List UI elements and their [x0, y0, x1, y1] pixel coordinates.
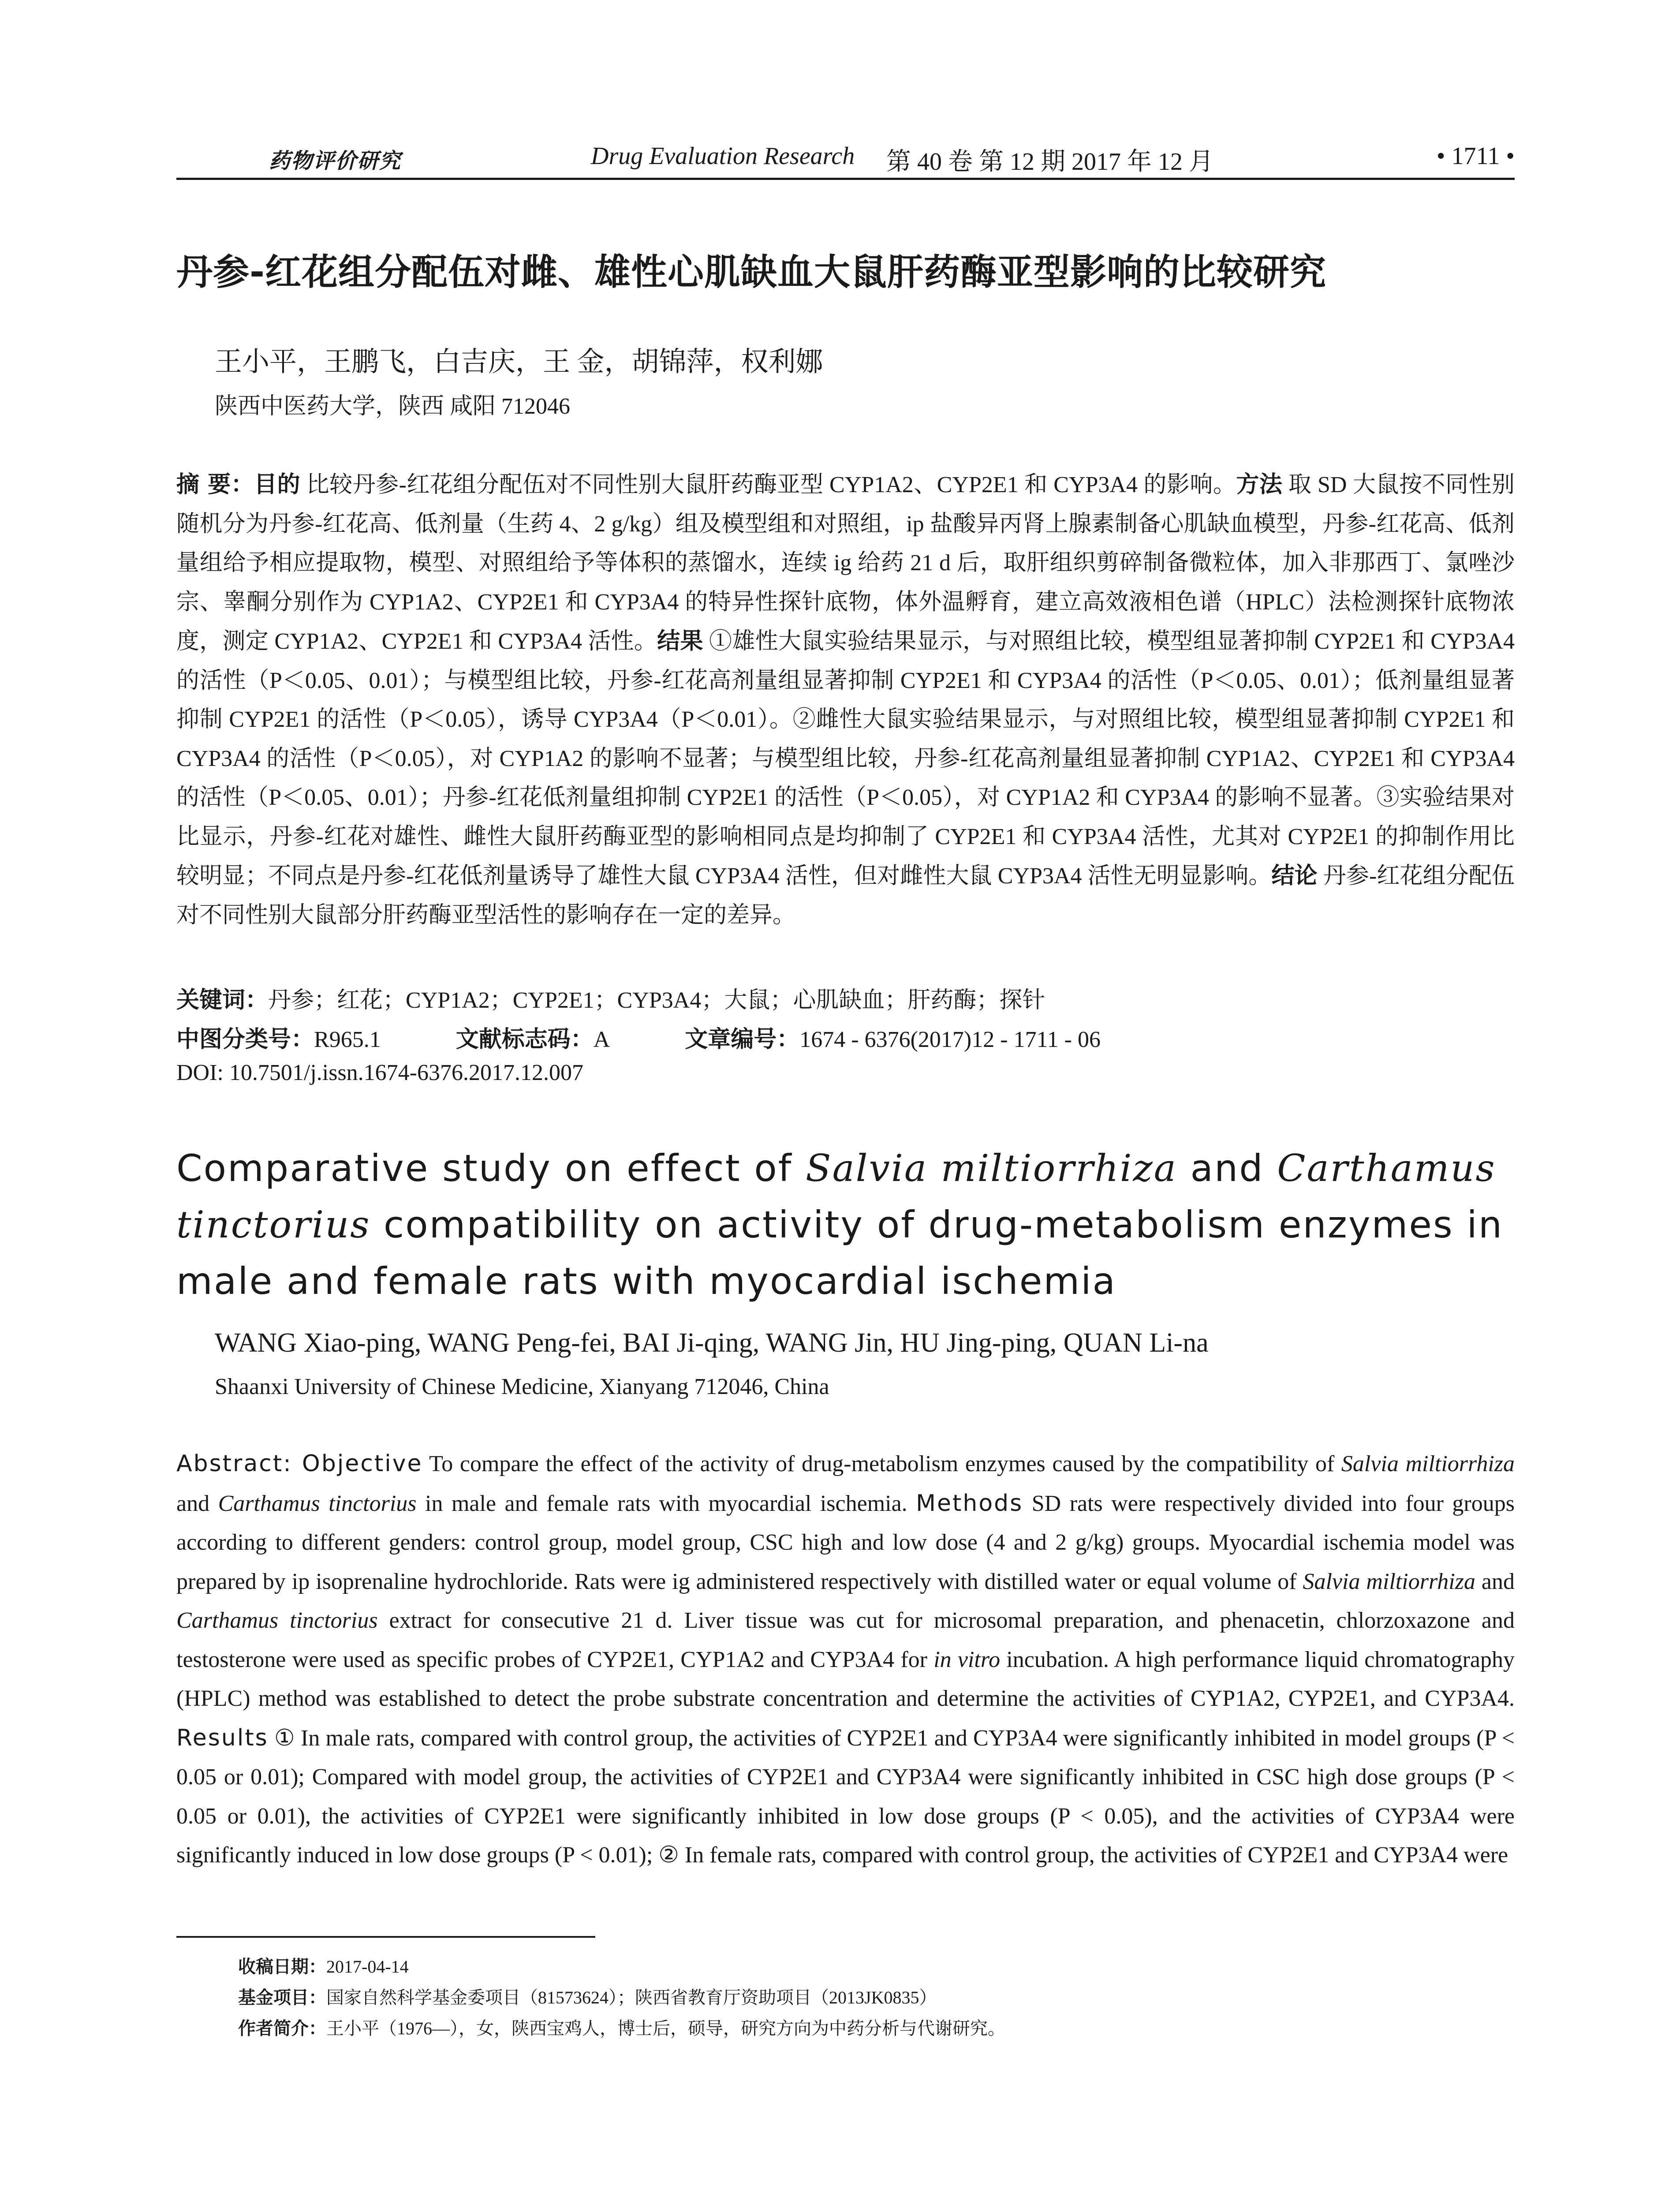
- abstract-cn-label: 摘 要：: [176, 471, 254, 498]
- results-label: Results: [176, 1724, 269, 1751]
- keywords-text: 丹参；红花；CYP1A2；CYP2E1；CYP3A4；大鼠；心肌缺血；肝药酶；探针: [268, 988, 1045, 1013]
- abstract-en-text: To compare the effect of the activity of drug-metabolism enzymes caused by the compatibility of: [422, 1451, 1341, 1476]
- conclusion-text: 丹参-红花组分配伍对不同性别大鼠部分肝药酶亚型活性的影响存在一定的差异。: [176, 863, 1515, 928]
- abstract-en: [176, 1444, 1515, 1875]
- keywords: [176, 981, 1045, 1014]
- clc-label: 中图分类号：: [176, 1026, 314, 1053]
- footnote-received: [238, 1953, 409, 1978]
- journal-logo: 药物评价研究: [269, 149, 402, 173]
- journal-issue: 第 40 卷 第 12 期 2017 年 12 月: [886, 148, 1213, 176]
- methods-label: Methods: [916, 1490, 1023, 1517]
- footnote-author-bio: [238, 2014, 1005, 2040]
- species-name: Salvia miltiorrhiza: [1341, 1451, 1515, 1476]
- page-number: • 1711 •: [1436, 142, 1515, 170]
- received-label: 收稿日期：: [238, 1957, 326, 1977]
- article-title-en: [176, 1140, 1515, 1309]
- in-vitro-term: in vitro: [933, 1647, 1001, 1672]
- authors-en: WANG Xiao-ping, WANG Peng-fei, BAI Ji-qing, WANG Jin, HU Jing-ping, QUAN Li-na: [215, 1328, 1209, 1358]
- classification-line: [176, 1020, 1101, 1054]
- title-en-part2: and: [1177, 1147, 1277, 1190]
- title-en-species2: Carthamus tinctorius: [176, 1147, 1496, 1246]
- footnote-funding: [238, 1984, 937, 2009]
- objective-text: 比较丹参-红花组分配伍对不同性别大鼠肝药酶亚型 CYP1A2、CYP2E1 和 CYP3A4 的影响。: [300, 472, 1236, 497]
- article-title-cn: 丹参-红花组分配伍对雌、雄性心肌缺血大鼠肝药酶亚型影响的比较研究: [176, 251, 1327, 293]
- abstract-en-text: incubation. A high performance liquid chromatography (HPLC) method was established to detect the probe substrate concentration and determine the activities of CYP1A2, CYP2E1, and CYP3A4.: [176, 1647, 1515, 1711]
- header-rule: [176, 178, 1515, 180]
- objective-label: 目的: [254, 471, 301, 498]
- article-no-value: 1674 - 6376(2017)12 - 1711 - 06: [799, 1027, 1101, 1052]
- received-date: 2017-04-14: [326, 1957, 409, 1977]
- conclusion-label: 结论: [1271, 863, 1318, 889]
- method-label: 方法: [1236, 471, 1283, 498]
- doc-code-value: A: [593, 1027, 610, 1052]
- species-name: Salvia miltiorrhiza: [1303, 1569, 1475, 1594]
- affiliation-en: Shaanxi University of Chinese Medicine, Xianyang 712046, China: [215, 1374, 829, 1399]
- method-text: 取 SD 大鼠按不同性别随机分为丹参-红花高、低剂量（生药 4、2 g/kg）组及模型组和对照组，ip 盐酸异丙肾上腺素制备心肌缺血模型，丹参-红花高、低剂量组给予相应提取物，模型、对照组给予等体积的蒸馏水，连续 ig 给药 21 d 后，取肝组织剪碎制备微粒体，加入非那西丁、氯唑沙宗、睾酮分别作为 CYP1A2、CYP2E1 和 CYP3A4 的特异性探针底物，体外温孵育，建立高效液相色谱（HPLC）法检测探针底物浓度，测定 CYP1A2、CYP2E1 和 CYP3A4 活性。: [176, 472, 1515, 654]
- title-en-part3: compatibility on activity of drug-metabolism enzymes in male and female rats with myocardial ischemia: [176, 1203, 1504, 1303]
- funding-text: 国家自然科学基金委项目（81573624）；陕西省教育厅资助项目（2013JK0835）: [326, 1988, 937, 2007]
- abstract-en-text: SD rats were respectively divided into four groups according to different genders: control group, model group, CSC high and low dose (4 and 2 g/kg) groups. Myocardial ischemia model was prepared by ip isoprenaline hydrochloride. Rats were ig administered respectively with distilled water or equal volume of: [176, 1491, 1515, 1594]
- abstract-en-text: and: [176, 1491, 218, 1516]
- abstract-en-text: in male and female rats with myocardial ischemia.: [416, 1491, 916, 1516]
- affiliation-cn: 陕西中医药大学，陕西 咸阳 712046: [215, 394, 571, 419]
- keywords-label: 关键词：: [176, 987, 269, 1013]
- species-name: Carthamus tinctorius: [218, 1491, 417, 1516]
- clc-value: R965.1: [314, 1027, 381, 1052]
- title-en-part1: Comparative study on effect of: [176, 1147, 806, 1190]
- abstract-en-text: extract for consecutive 21 d. Liver tissue was cut for microsomal preparation, and phenacetin, chlorzoxazone and testosterone were used as specific probes of CYP2E1, CYP1A2 and CYP3A4 for: [176, 1608, 1515, 1672]
- species-name: Carthamus tinctorius: [176, 1608, 378, 1633]
- authors-cn: 王小平，王鹏飞，白吉庆，王 金，胡锦萍，权利娜: [215, 347, 823, 377]
- result-label: 结果: [657, 628, 703, 654]
- funding-label: 基金项目：: [238, 1988, 326, 2008]
- abstract-en-text: and: [1475, 1569, 1515, 1594]
- abstract-en-text: ① In male rats, compared with control group, the activities of CYP2E1 and CYP3A4 were significantly inhibited in model groups (P < 0.05 or 0.01); Compared with model group, the activities of CYP2E1 and CYP3A4 were significantly inhibited in CSC high dose groups (P < 0.05 or 0.01), the activities of CYP2E1 were significantly inhibited in low dose groups (P < 0.05), and the activities of CYP3A4 were significantly induced in low dose groups (P < 0.01); ② In female rats, compared with control group, the activities of CYP2E1 and CYP3A4 were: [176, 1725, 1515, 1868]
- author-bio-label: 作者简介：: [238, 2018, 326, 2039]
- doc-code-label: 文献标志码：: [455, 1026, 594, 1053]
- abstract-cn: [176, 465, 1515, 935]
- doi: DOI: 10.7501/j.issn.1674-6376.2017.12.007: [176, 1060, 583, 1085]
- abstract-en-label: Abstract: Objective: [176, 1450, 423, 1477]
- result-text: ①雄性大鼠实验结果显示，与对照组比较，模型组显著抑制 CYP2E1 和 CYP3A4 的活性（P＜0.05、0.01）；与模型组比较，丹参-红花高剂量组显著抑制 CYP2E1 和 CYP3A4 的活性（P＜0.05、0.01）；低剂量组显著抑制 CYP2E1 的活性（P＜0.05），诱导 CYP3A4（P＜0.01）。②雌性大鼠实验结果显示，与对照组比较，模型组显著抑制 CYP2E1 和 CYP3A4 的活性（P＜0.05），对 CYP1A2 的影响不显著；与模型组比较，丹参-红花高剂量组显著抑制 CYP1A2、CYP2E1 和 CYP3A4 的活性（P＜0.05、0.01）；丹参-红花低剂量组抑制 CYP2E1 的活性（P＜0.05），对 CYP1A2 和 CYP3A4 的影响不显著。③实验结果对比显示，丹参-红花对雄性、雌性大鼠肝药酶亚型的影响相同点是均抑制了 CYP2E1 和 CYP3A4 活性，尤其对 CYP2E1 的抑制作用比较明显；不同点是丹参-红花低剂量诱导了雄性大鼠 CYP3A4 活性，但对雌性大鼠 CYP3A4 活性无明显影响。: [176, 629, 1515, 889]
- title-en-species1: Salvia miltiorrhiza: [806, 1147, 1177, 1190]
- footnote-rule: [176, 1936, 595, 1938]
- article-no-label: 文章编号：: [685, 1026, 800, 1053]
- journal-name-en: Drug Evaluation Research: [591, 142, 855, 170]
- author-bio-text: 王小平（1976—），女，陕西宝鸡人，博士后，硕导，研究方向为中药分析与代谢研究。: [326, 2018, 1005, 2038]
